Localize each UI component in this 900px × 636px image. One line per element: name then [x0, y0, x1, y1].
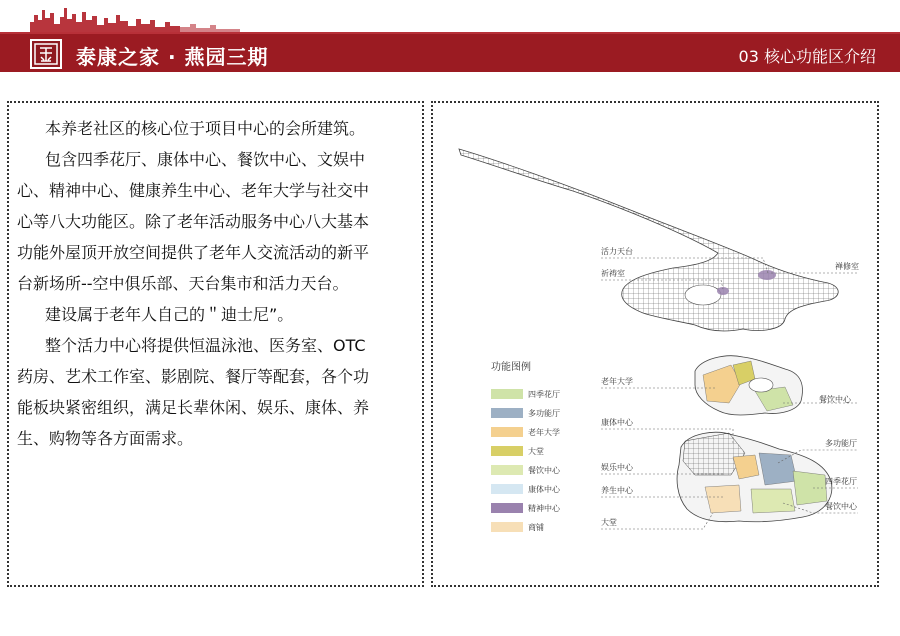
label-entertainment-center: 娱乐中心: [601, 463, 633, 472]
roof-ribbon-shape: [459, 149, 838, 331]
paragraph-line: 功能外屋顶开放空间提供了老年人交流活动的新平: [17, 243, 370, 262]
legend: [491, 389, 561, 532]
paragraph-line: 能板块紧密组织，满足长辈休闲、娱乐、康体、养: [17, 398, 370, 417]
label-four-seasons-hall: 四季花厅: [825, 477, 857, 486]
legend-label: 餐饮中心: [528, 466, 560, 475]
lower-blue-zone: [759, 453, 797, 485]
paragraph-line: 心等八大功能区。除了老年活动服务中心八大基本: [17, 212, 370, 231]
legend-swatch: [491, 427, 523, 437]
paragraph-2: [17, 144, 421, 299]
paragraph-line: 整个活力中心将提供恒温泳池、医务室、OTC: [45, 336, 366, 355]
label-vitality-terrace: 活力天台: [601, 247, 633, 256]
label-lobby: 大堂: [601, 518, 617, 527]
skyline-decoration: [0, 0, 900, 32]
paragraph-3: [17, 299, 421, 330]
legend-label: 大堂: [528, 447, 544, 456]
brand-title: 泰康之家 · 燕园三期: [76, 45, 269, 69]
legend-swatch: [491, 484, 523, 494]
legend-title: 功能图例: [491, 362, 531, 373]
legend-swatch: [491, 408, 523, 418]
legend-swatch: [491, 465, 523, 475]
legend-label: 商铺: [528, 523, 544, 532]
lower-lightgreen-zone: [751, 489, 795, 513]
label-meditation-room: 禅修室: [835, 262, 859, 271]
paragraph-line: 台新场所--空中俱乐部、天台集市和活力天台。: [17, 274, 349, 293]
legend-swatch: [491, 522, 523, 532]
paragraph-1: [17, 113, 421, 144]
header-banner: [0, 32, 900, 72]
label-prayer-room: 祈祷室: [601, 269, 625, 278]
legend-label: 精神中心: [528, 504, 560, 513]
label-wellness-center: 养生中心: [601, 486, 633, 495]
legend-swatch: [491, 446, 523, 456]
roof-purple-area-1: [758, 270, 776, 280]
legend-label: 老年大学: [528, 428, 560, 437]
function-diagram: [433, 103, 877, 585]
paragraph-line: 药房、艺术工作室、影剧院、餐厅等配套，各个功: [17, 367, 370, 386]
label-multi-hall: 多功能厅: [825, 439, 857, 448]
label-senior-university: 老年大学: [601, 377, 633, 386]
paragraph-line: 包含四季花厅、康体中心、餐饮中心、文娱中: [45, 150, 366, 169]
section-title: 03 核心功能区介绍: [738, 47, 876, 66]
function-diagram-panel: [431, 101, 879, 587]
legend-swatch: [491, 503, 523, 513]
skyline-silhouette: [30, 8, 180, 32]
lower-beige-zone: [705, 485, 741, 513]
roof-courtyard: [685, 285, 721, 305]
brand-logo-icon: [30, 39, 62, 69]
skyline-silhouette-right: [180, 24, 240, 32]
upper-courtyard: [749, 378, 773, 392]
paragraph-line: 心、精神中心、健康养生中心、老年大学与社交中: [17, 181, 370, 200]
legend-label: 康体中心: [528, 485, 560, 494]
paragraph-line: 建设属于老年人自己的＂迪士尼”。: [45, 305, 294, 324]
label-fitness-center: 康体中心: [601, 418, 633, 427]
description-panel: [7, 101, 424, 587]
paragraph-4: [17, 330, 421, 454]
legend-label: 多功能厅: [528, 409, 560, 418]
paragraph-line: 本养老社区的核心位于项目中心的会所建筑。: [45, 119, 366, 138]
legend-label: 四季花厅: [528, 390, 560, 399]
paragraph-line: 生、购物等各方面需求。: [17, 429, 194, 448]
label-dining-center-upper: 餐饮中心: [819, 395, 851, 404]
legend-swatch: [491, 389, 523, 399]
label-dining-center-lower: 餐饮中心: [825, 502, 857, 511]
